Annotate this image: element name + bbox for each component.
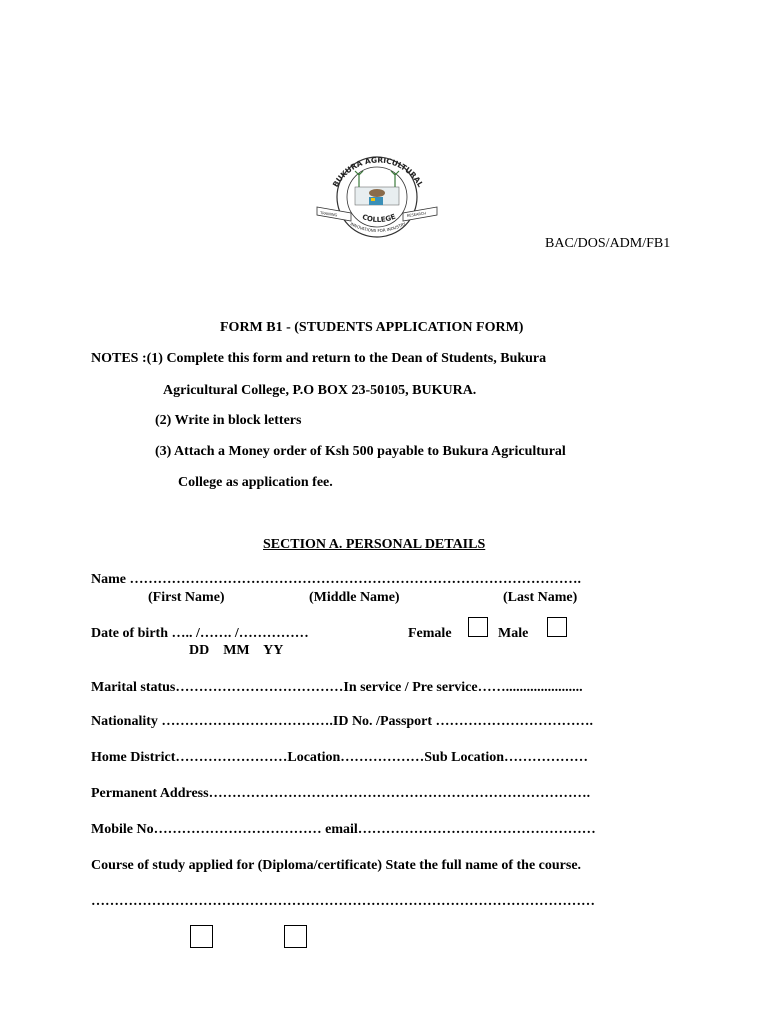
- female-label: Female: [408, 626, 452, 641]
- certificate-checkbox[interactable]: [284, 925, 307, 948]
- date-of-birth-field: Date of birth ….. /……. /……………: [91, 626, 309, 641]
- dob-format-hint: DD MM YY: [189, 643, 284, 658]
- last-name-label: (Last Name): [503, 590, 578, 605]
- diploma-checkbox[interactable]: [190, 925, 213, 948]
- logo-arc-top: BUKURA AGRICULTURAL: [330, 155, 426, 189]
- form-title: FORM B1 - (STUDENTS APPLICATION FORM): [220, 320, 524, 335]
- notes-line-2: Agricultural College, P.O BOX 23-50105, BUKURA.: [163, 383, 477, 398]
- female-checkbox[interactable]: [468, 617, 488, 637]
- course-prompt: Course of study applied for (Diploma/certificate) State the full name of the course.: [91, 858, 582, 873]
- name-field: Name …………………………………………………………………………………….: [91, 572, 581, 587]
- home-district-field: Home District……………………Location………………Sub Location………………: [91, 750, 588, 765]
- notes-line-4: (3) Attach a Money order of Ksh 500 payable to Bukura Agricultural: [155, 444, 566, 459]
- logo-arc-bottom: COLLEGE: [361, 212, 397, 225]
- section-a-heading: SECTION A. PERSONAL DETAILS: [263, 537, 486, 552]
- logo-ribbon-left: TRAINING: [319, 211, 338, 218]
- form-reference-code: BAC/DOS/ADM/FB1: [545, 236, 671, 251]
- male-checkbox[interactable]: [547, 617, 567, 637]
- mobile-email-field: Mobile No……………………………… email……………………………………………: [91, 822, 596, 837]
- notes-line-5: College as application fee.: [178, 475, 333, 490]
- logo-motto: INNOVATIONS FOR INDUSTRY: [349, 221, 407, 234]
- logo-ribbon-right: RESEARCH: [406, 211, 427, 218]
- svg-text:COLLEGE: [361, 213, 397, 224]
- course-answer-line: ………………………………………………………………………………………………: [91, 894, 595, 909]
- male-label: Male: [498, 626, 529, 641]
- middle-name-label: (Middle Name): [309, 590, 400, 605]
- first-name-label: (First Name): [148, 590, 225, 605]
- notes-line-3: (2) Write in block letters: [155, 413, 302, 428]
- svg-text:BUKURA AGRICULTURAL: [331, 155, 425, 188]
- permanent-address-field: Permanent Address……………………………………………………………………….: [91, 786, 591, 801]
- notes-line-1: NOTES :(1) Complete this form and return to the Dean of Students, Bukura: [91, 351, 547, 366]
- marital-status-field: Marital status………………………………In service / Pre service……......................: [91, 680, 583, 695]
- college-logo: [311, 137, 443, 245]
- nationality-field: Nationality ……………………………….ID No. /Passport …………………………….: [91, 714, 594, 729]
